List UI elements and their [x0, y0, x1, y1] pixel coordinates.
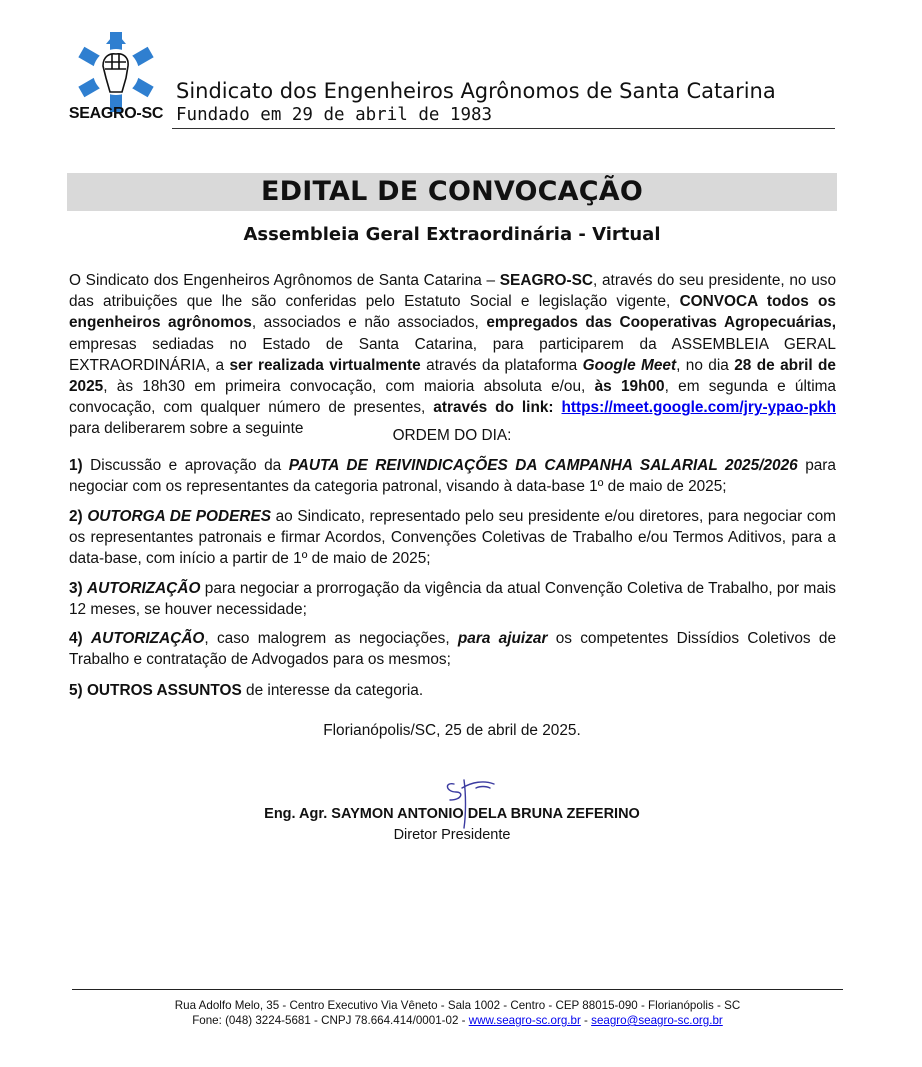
website-link[interactable]: www.seagro-sc.org.br [468, 1014, 581, 1027]
agenda-item: 3) AUTORIZAÇÃO para negociar a prorrogação da vigência da atual Convenção Coletiva de Trabalho, por mais 12 meses, se houver necessidade; [69, 580, 836, 619]
agenda-heading: ORDEM DO DIA: [392, 427, 512, 444]
org-name: Sindicato dos Engenheiros Agrônomos de Santa Catarina [176, 79, 776, 103]
document-subtitle: Assembleia Geral Extraordinária - Virtual [243, 224, 661, 245]
agenda-item: 1) Discussão e aprovação da PAUTA DE REIVINDICAÇÕES DA CAMPANHA SALARIAL 2025/2026 para negociar com os representantes da categoria patronal, visando à data-base 1º de maio de 2025; [69, 457, 836, 496]
org-founded-date: Fundado em 29 de abril de 1983 [176, 105, 493, 125]
document-title: EDITAL DE CONVOCAÇÃO [260, 176, 644, 207]
agenda-item: 4) AUTORIZAÇÃO, caso malogrem as negociações, para ajuizar os competentes Dissídios Coletivos de Trabalho e contratação de Advogados para os mesmos; [69, 630, 837, 669]
meet-link[interactable]: https://meet.google.com/jry-ypao-pkh [561, 399, 836, 417]
header-divider [172, 128, 835, 129]
footer-address: Rua Adolfo Melo, 35 - Centro Executivo Via Vêneto - Sala 1002 - Centro - CEP 88015-090 - Florianópolis - SC [174, 999, 741, 1012]
signer-name: Eng. Agr. SAYMON ANTONIO DELA BRUNA ZEFERINO [264, 806, 640, 822]
footer-contact: Fone: (048) 3224-5681 - CNPJ 78.664.414/0001-02 - www.seagro-sc.org.br - seagro@seagro-sc.org.br [192, 1014, 723, 1027]
intro-paragraph: O Sindicato dos Engenheiros Agrônomos de Santa Catarina – SEAGRO-SC, através do seu presidente, no uso das atribuições que lhe são conferidas pelo Estatuto Social e legislação vigente, CONVOCA todos os engenheiros agrônomos, associados e não associados, empregados das Cooperativas Agropecuárias, empresas sediadas no Estado de Santa Catarina, para participarem da ASSEMBLEIA GERAL EXTRAORDINÁRIA, a ser realizada virtualmente através da plataforma Google Meet, no dia 28 de abril de 2025, às 18h30 em primeira convocação, com maioria absoluta e/ou, às 19h00, em segunda e última convocação, com qualquer número de presentes, através do link: https://meet.google.com/jry-ypao-pkh para deliberarem sobre a seguinte [69, 272, 837, 438]
logo-wordmark: SEAGRO-SC [68, 105, 164, 122]
agenda-item: 2) OUTORGA DE PODERES ao Sindicato, representado pelo seu presidente e/ou diretores, para negociar com os representantes patronais e firmar Acordos, Convenções Coletivas de Trabalho e/ou Termos Aditivos, para a data-base, com início a partir de 1º de maio de 2025; [69, 508, 836, 568]
place-date: Florianópolis/SC, 25 de abril de 2025. [323, 722, 581, 739]
agenda-item: 5) OUTROS ASSUNTOS de interesse da categoria. [69, 682, 424, 699]
signer-role: Diretor Presidente [393, 827, 511, 843]
email-link[interactable]: seagro@seagro-sc.org.br [591, 1014, 723, 1027]
footer-divider [72, 989, 843, 990]
